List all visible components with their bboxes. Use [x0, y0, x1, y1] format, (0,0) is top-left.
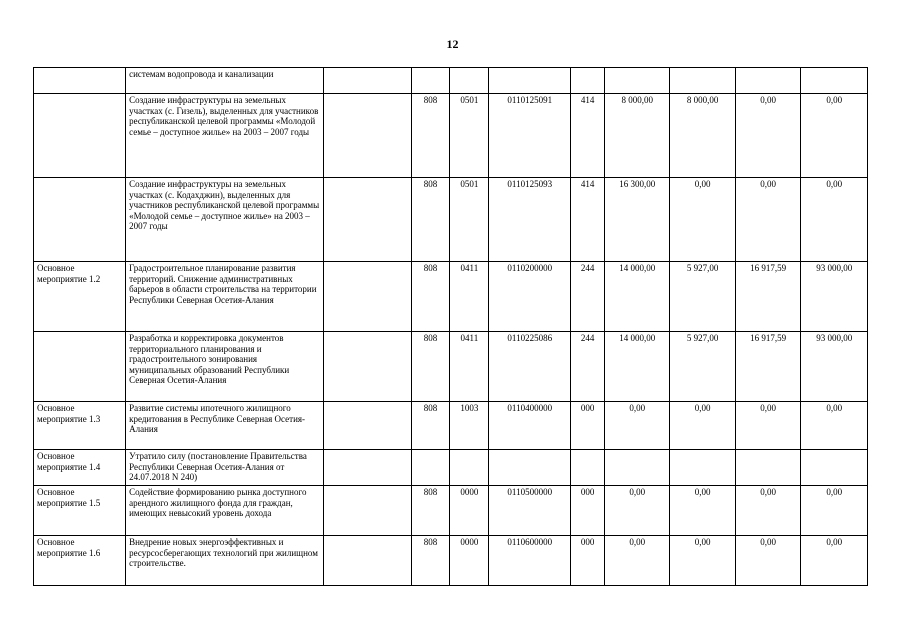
grbs-cell: 808	[411, 536, 450, 586]
amount-year2-cell	[670, 68, 735, 94]
amount-year4-cell: 93 000,00	[801, 332, 868, 402]
section-cell: Основное мероприятие 1.3	[34, 402, 126, 450]
vr-cell: 414	[571, 178, 605, 262]
vr-cell: 244	[571, 262, 605, 332]
csr-cell: 0110225086	[489, 332, 571, 402]
amount-year4-cell: 93 000,00	[801, 262, 868, 332]
empty-cell	[323, 402, 411, 450]
rzpr-cell: 0501	[450, 178, 489, 262]
table-row	[34, 536, 868, 586]
table-row	[34, 94, 868, 178]
amount-year4-cell	[801, 450, 868, 486]
rzpr-cell: 1003	[450, 402, 489, 450]
section-cell: Основное мероприятие 1.2	[34, 262, 126, 332]
name-cell: Градостроительное планирование развития территорий. Снижение административных барьеров в области строительства на территории Республики Северная Осетия-Алания	[126, 262, 323, 332]
amount-year4-cell: 0,00	[801, 94, 868, 178]
amount-year4-cell	[801, 68, 868, 94]
table-row	[34, 262, 868, 332]
amount-year2-cell: 8 000,00	[670, 94, 735, 178]
empty-cell	[323, 486, 411, 536]
name-cell: Создание инфраструктуры на земельных участках (с. Кодахджин), выделенных для участников республиканской целевой программы «Молодой семье – доступное жилье» на 2003 – 2007 годы	[126, 178, 323, 262]
name-cell: Развитие системы ипотечного жилищного кредитования в Республике Северная Осетия-Алания	[126, 402, 323, 450]
name-cell: Внедрение новых энергоэффективных и ресурсосберегающих технологий при жилищном строительстве.	[126, 536, 323, 586]
rzpr-cell	[450, 68, 489, 94]
csr-cell	[489, 450, 571, 486]
grbs-cell: 808	[411, 402, 450, 450]
empty-cell	[323, 332, 411, 402]
table-row	[34, 332, 868, 402]
amount-year2-cell	[670, 450, 735, 486]
grbs-cell: 808	[411, 262, 450, 332]
amount-year1-cell: 0,00	[604, 536, 669, 586]
grbs-cell	[411, 450, 450, 486]
amount-year3-cell: 0,00	[735, 178, 800, 262]
amount-year3-cell: 0,00	[735, 94, 800, 178]
rzpr-cell: 0000	[450, 536, 489, 586]
amount-year1-cell: 0,00	[604, 486, 669, 536]
section-cell	[34, 68, 126, 94]
vr-cell: 244	[571, 332, 605, 402]
name-cell: Содействие формированию рынка доступного арендного жилищного фонда для граждан, имеющих невысокий уровень дохода	[126, 486, 323, 536]
vr-cell: 000	[571, 402, 605, 450]
amount-year2-cell: 0,00	[670, 536, 735, 586]
section-cell: Основное мероприятие 1.6	[34, 536, 126, 586]
rzpr-cell: 0000	[450, 486, 489, 536]
csr-cell	[489, 68, 571, 94]
vr-cell: 000	[571, 536, 605, 586]
section-cell	[34, 94, 126, 178]
name-cell: Создание инфраструктуры на земельных участках (с. Гизель), выделенных для участников республиканской целевой программы «Молодой семье – доступное жилье» на 2003 – 2007 годы	[126, 94, 323, 178]
rzpr-cell: 0501	[450, 94, 489, 178]
amount-year1-cell	[604, 68, 669, 94]
empty-cell	[323, 450, 411, 486]
empty-cell	[323, 536, 411, 586]
csr-cell: 0110125091	[489, 94, 571, 178]
amount-year4-cell: 0,00	[801, 402, 868, 450]
vr-cell	[571, 68, 605, 94]
section-cell	[34, 332, 126, 402]
amount-year3-cell: 0,00	[735, 486, 800, 536]
grbs-cell	[411, 68, 450, 94]
csr-cell: 0110400000	[489, 402, 571, 450]
vr-cell	[571, 450, 605, 486]
page-number: 12	[446, 37, 459, 51]
amount-year3-cell: 16 917,59	[735, 262, 800, 332]
rzpr-cell	[450, 450, 489, 486]
budget-table	[33, 67, 868, 586]
csr-cell: 0110200000	[489, 262, 571, 332]
csr-cell: 0110500000	[489, 486, 571, 536]
amount-year1-cell: 8 000,00	[604, 94, 669, 178]
amount-year1-cell: 14 000,00	[604, 332, 669, 402]
table-row	[34, 486, 868, 536]
name-cell: системам водопровода и канализации	[126, 68, 323, 94]
empty-cell	[323, 68, 411, 94]
amount-year2-cell: 5 927,00	[670, 332, 735, 402]
name-cell: Разработка и корректировка документов территориального планирования и градостроительного зонирования муниципальных образований Республики Северная Осетия-Алания	[126, 332, 323, 402]
amount-year2-cell: 5 927,00	[670, 262, 735, 332]
section-cell	[34, 178, 126, 262]
amount-year3-cell	[735, 68, 800, 94]
grbs-cell: 808	[411, 94, 450, 178]
amount-year1-cell	[604, 450, 669, 486]
empty-cell	[323, 178, 411, 262]
amount-year3-cell: 16 917,59	[735, 332, 800, 402]
empty-cell	[323, 94, 411, 178]
amount-year2-cell: 0,00	[670, 402, 735, 450]
table-row	[34, 450, 868, 486]
table-row	[34, 402, 868, 450]
amount-year4-cell: 0,00	[801, 178, 868, 262]
grbs-cell: 808	[411, 486, 450, 536]
amount-year1-cell: 14 000,00	[604, 262, 669, 332]
section-cell: Основное мероприятие 1.5	[34, 486, 126, 536]
grbs-cell: 808	[411, 178, 450, 262]
amount-year3-cell: 0,00	[735, 536, 800, 586]
amount-year1-cell: 0,00	[604, 402, 669, 450]
amount-year3-cell	[735, 450, 800, 486]
vr-cell: 414	[571, 94, 605, 178]
amount-year4-cell: 0,00	[801, 536, 868, 586]
table-row	[34, 178, 868, 262]
name-cell: Утратило силу (постановление Правительства Республики Северная Осетия-Алания от 24.07.2018 N 240)	[126, 450, 323, 486]
vr-cell: 000	[571, 486, 605, 536]
section-cell: Основное мероприятие 1.4	[34, 450, 126, 486]
grbs-cell: 808	[411, 332, 450, 402]
amount-year2-cell: 0,00	[670, 486, 735, 536]
amount-year3-cell: 0,00	[735, 402, 800, 450]
amount-year4-cell: 0,00	[801, 486, 868, 536]
rzpr-cell: 0411	[450, 332, 489, 402]
rzpr-cell: 0411	[450, 262, 489, 332]
table-row	[34, 68, 868, 94]
amount-year2-cell: 0,00	[670, 178, 735, 262]
empty-cell	[323, 262, 411, 332]
amount-year1-cell: 16 300,00	[604, 178, 669, 262]
csr-cell: 0110600000	[489, 536, 571, 586]
csr-cell: 0110125093	[489, 178, 571, 262]
